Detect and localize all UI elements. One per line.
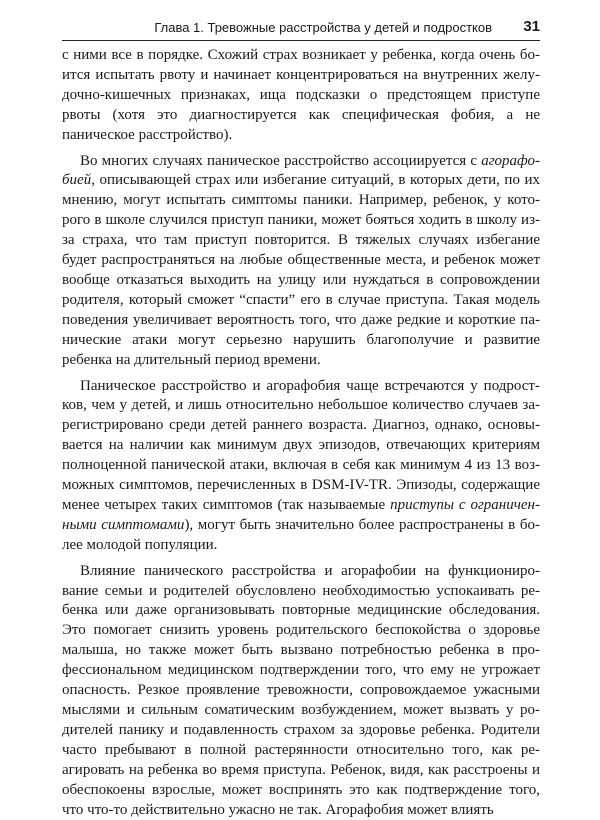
text-run: Паническое расстройство и агорафобия чаще встречаются у подростков, чем у детей, и лишь относительно небольшое количество случаев зарегистрировано среди детей раннего возраста. Диагноз, однако, основывается на наличии как минимум двух эпизодов, отвечающих критериям полноценной панической атаки, включая в себя как минимум 4 из 13 возможных симптомов, перечисленных в DSM-IV-TR. Эпизоды, содержащие менее четырех таких симптомов (так называемые — [62, 377, 540, 513]
page-header — [62, 16, 540, 41]
text-run: Во многих случаях паническое расстройство ассоциируется с — [80, 152, 482, 169]
paragraph — [62, 152, 540, 371]
text-run: , описывающей страх или избегание ситуаций, в которых дети, по их мнению, могут испытать симптомы паники. Например, ребенок, у которого в школе случился приступ паники, может бояться ходить в школу из-за страха, что там приступ повторится. В тяжелых случаях избегание будет распространяться на любые общественные места, и ребенок может вообще отказаться выходить на улицу или нуждаться в сопровождении родителя, который сможет “спасти” его в случае приступа. Такая модель поведения увеличивает вероятность того, что даже редкие и короткие панические атаки могут серьезно нарушить благополучие и развитие ребенка на длительный период времени. — [62, 172, 540, 368]
paragraph — [62, 46, 540, 146]
italic-term: приступы с ограниченными симптомами — [62, 496, 541, 533]
italic-term: агорафобией — [62, 152, 540, 189]
text-run: ), могут быть значительно более распространены в более молодой популяции. — [62, 516, 540, 553]
page-number: 31 — [523, 18, 540, 35]
text-run: Влияние панического расстройства и агорафобии на функционирование семьи и родителей обусловлено необходимостью успокаивать ребенка или даже организовывать повторные медицинские обследования. Это помогает снизить уровень родительского беспокойства о здоровье малыша, но также может быть вызвано потребностью ребенка в профессиональном медицинском подтверждении того, что ему не угрожает опасность. Резкое проявление тревожности, сопровождаемое ужасными мыслями и сильным соматическим возбуждением, может вызвать у родителей панику и подавленность страхом за здоровье ребенка. Родители часто пребывают в полной растерянности относительно того, как реагировать на ребенка во время приступа. Ребенок, видя, как расстроены и обеспокоены взрослые, может воспринять это как подтверждение того, что что-то действительно ужасно не так. Агорафобия может влиять — [62, 562, 540, 818]
body-text — [62, 46, 540, 820]
paragraph — [62, 562, 540, 820]
paragraph — [62, 377, 540, 556]
running-head: Глава 1. Тревожные расстройства у детей и подростков — [154, 20, 492, 35]
text-run: с ними все в порядке. Схожий страх возникает у ребенка, когда очень боится испытать рвоту и начинает концентрироваться на внутренних желудочно-кишечных признаках, ища подсказки о предстоящем приступе рвоты (хотя это диагностируется как специфическая фобия, а не паническое расстройство). — [62, 47, 540, 143]
